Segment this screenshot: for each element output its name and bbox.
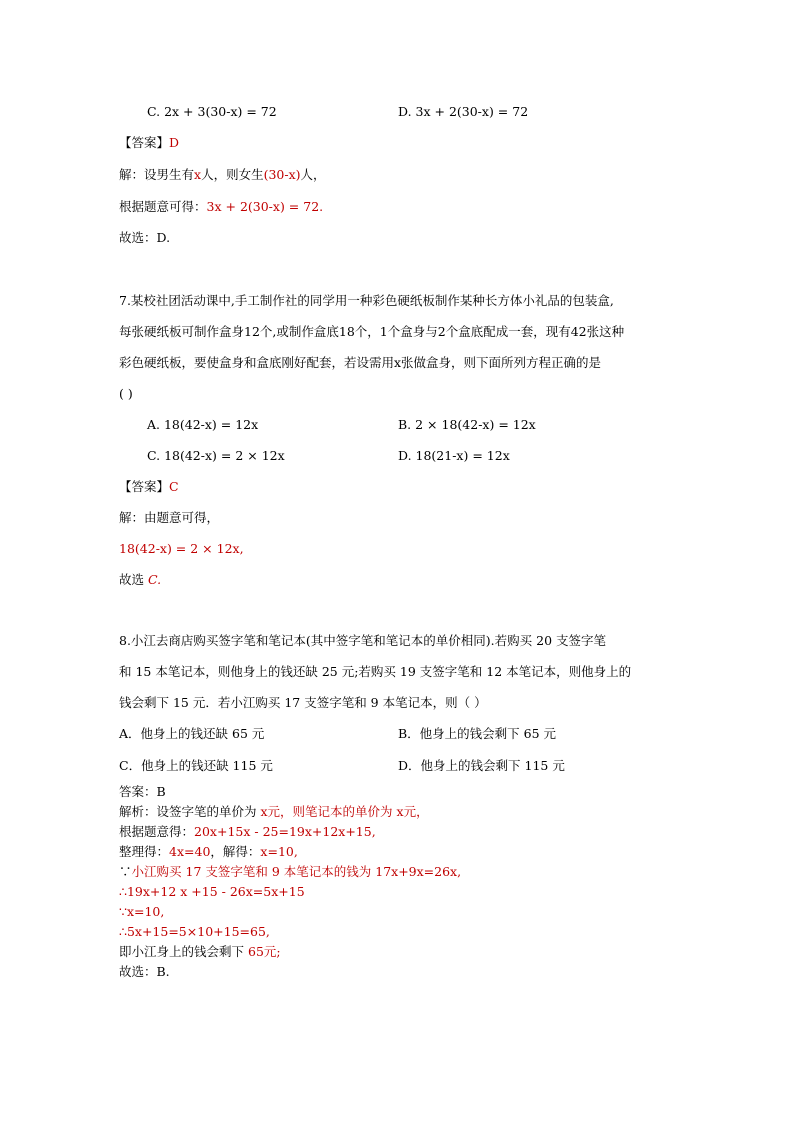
q8-option-d: D．他身上的钱会剩下 115 元	[398, 758, 565, 773]
answer-tag: 【答案】	[119, 135, 170, 150]
answer-value: C	[169, 479, 179, 494]
text: 解：设男生有	[119, 167, 195, 182]
q8-stem-line-3: 钱会剩下 15 元．若小江购买 17 支签字笔和 9 本笔记本，则（ ）	[119, 695, 487, 710]
q6-option-d: D. 3x + 2(30-x) = 72	[398, 104, 529, 119]
q7-stem-line-4: ( )	[119, 386, 133, 401]
q8-solution-line-9: 故选：B.	[119, 964, 170, 979]
text: 故选	[119, 572, 145, 587]
text: x=10,	[260, 844, 298, 859]
text: 人，	[300, 167, 326, 182]
q7-option-b: B. 2 × 18(42-x) = 12x	[398, 417, 536, 432]
text: 整理得：	[119, 844, 170, 859]
q8-solution-line-6: ∵x=10,	[119, 904, 165, 919]
text: x元，	[396, 804, 429, 819]
text: ∵	[119, 864, 132, 879]
text: 4x=40	[169, 844, 211, 859]
text: 根据题意可得：	[119, 199, 207, 214]
q7-solution-line-1: 解：由题意可得，	[119, 510, 220, 525]
answer-value: D	[169, 135, 180, 150]
q7-option-d: D. 18(21-x) = 12x	[398, 448, 510, 463]
q7-solution-line-3	[119, 571, 161, 589]
text: x	[194, 167, 202, 182]
q8-solution-line-1	[119, 803, 429, 821]
text: C.	[148, 572, 162, 587]
answer-tag: 【答案】	[119, 479, 170, 494]
q8-solution-line-7: ∴5x+15=5×10+15=65,	[119, 924, 270, 939]
q7-answer	[119, 478, 179, 496]
q6-answer	[119, 134, 179, 152]
q8-stem-line-1: 8.小江去商店购买签字笔和笔记本(其中签字笔和笔记本的单价相同).若购买 20 支签字笔	[119, 633, 607, 648]
text: 解析：设签字笔的单价为	[119, 804, 257, 819]
q7-stem-line-3: 彩色硬纸板，要使盒身和盒底刚好配套，若设需用x张做盒身，则下面所列方程正确的是	[119, 355, 602, 370]
q7-option-c: C. 18(42-x) = 2 × 12x	[147, 448, 285, 463]
q7-option-a: A. 18(42-x) = 12x	[147, 417, 259, 432]
q6-solution-line-2	[119, 198, 323, 216]
q8-option-a: A．他身上的钱还缺 65 元	[119, 726, 265, 741]
q8-solution-line-8	[119, 943, 281, 961]
q6-solution-line-1	[119, 166, 326, 184]
q7-stem-line-1: 7.某校社团活动课中,手工制作社的同学用一种彩色硬纸板制作某种长方体小礼品的包装盒,	[119, 293, 614, 308]
q8-solution-line-4	[119, 863, 461, 881]
text: 人，则女生	[201, 167, 264, 182]
q7-solution-line-2: 18(42-x) = 2 × 12x,	[119, 541, 244, 556]
q6-option-c: C. 2x + 3(30-x) = 72	[147, 104, 277, 119]
q8-solution-line-5: ∴19x+12 x +15 - 26x=5x+15	[119, 884, 305, 899]
text: x元，则笔记本的单价为	[260, 804, 393, 819]
q8-solution-line-2	[119, 823, 376, 841]
text: 即小江身上的钱会剩下	[119, 944, 245, 959]
text: 根据题意得：	[119, 824, 195, 839]
text: 20x+15x - 25=19x+12x+15,	[194, 824, 376, 839]
text: 小江购买 17 支签字笔和 9 本笔记本的钱为 17x+9x=26x,	[131, 864, 462, 879]
q8-stem-line-2: 和 15 本笔记本，则他身上的钱还缺 25 元;若购买 19 支签字笔和 12 本笔记本，则他身上的	[119, 664, 632, 679]
q8-option-c: C．他身上的钱还缺 115 元	[119, 758, 273, 773]
q6-solution-line-3: 故选：D.	[119, 230, 171, 245]
text: 65元;	[248, 944, 281, 959]
text: 3x + 2(30-x) = 72.	[206, 199, 324, 214]
q8-solution-line-3	[119, 843, 298, 861]
q7-stem-line-2: 每张硬纸板可制作盒身12个,或制作盒底18个，1个盒身与2个盒底配成一套，现有42张这种	[119, 324, 625, 339]
q8-option-b: B．他身上的钱会剩下 65 元	[398, 726, 557, 741]
text: (30-x)	[263, 167, 301, 182]
text: ，解得：	[210, 844, 261, 859]
q8-answer: 答案：B	[119, 784, 166, 799]
